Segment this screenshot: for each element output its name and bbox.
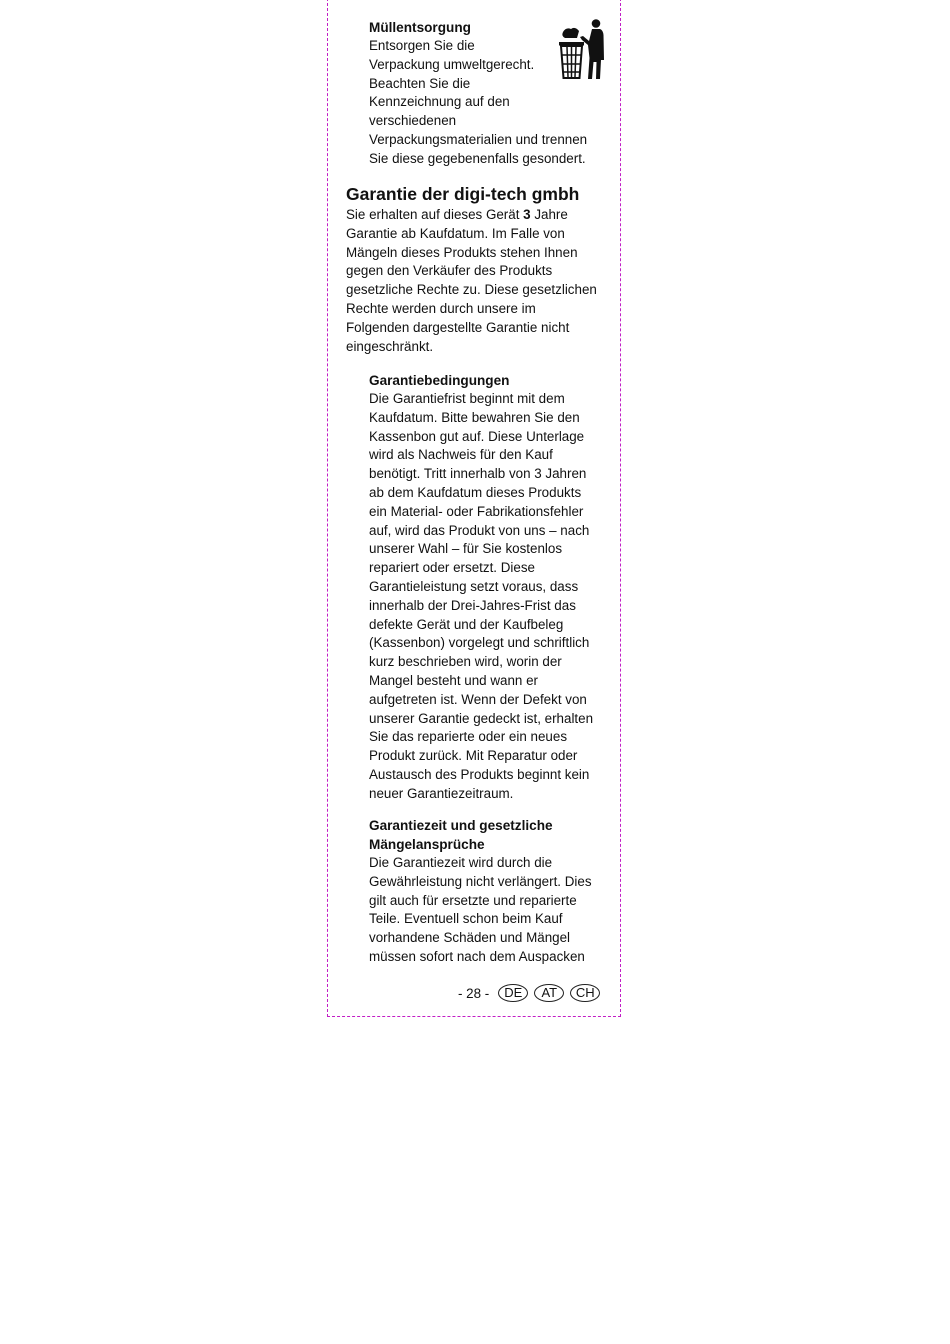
text-line: ein Material- oder Fabrikationsfehler <box>369 503 584 519</box>
warranty-conditions-text <box>369 390 593 804</box>
country-badge-de: DE <box>498 984 528 1002</box>
warranty-period-text <box>369 854 592 967</box>
waste-disposal-text <box>369 37 587 169</box>
warranty-period-title <box>369 816 592 854</box>
text-line: Garantieleistung setzt voraus, dass <box>369 578 579 594</box>
text-line: Kaufdatum. Bitte bewahren Sie den <box>369 409 580 425</box>
text-line: Verpackung umweltgerecht. <box>369 56 535 72</box>
text-line: Garantie ab Kaufdatum. Im Falle von <box>346 225 565 241</box>
text-line: (Kassenbon) vorgelegt und schriftlich <box>369 635 590 651</box>
text-line: innerhalb der Drei-Jahres-Frist das <box>369 597 576 613</box>
text-line: defekte Gerät und der Kaufbeleg <box>369 616 564 632</box>
text-line: Verpackungsmaterialien und trennen <box>369 131 588 147</box>
text-line: Produkt zurück. Mit Reparatur oder <box>369 748 578 764</box>
warranty-period-section <box>369 816 592 967</box>
text-line: Folgenden dargestellte Garantie nicht <box>346 319 570 335</box>
country-badge-at: AT <box>534 984 564 1002</box>
text-line: unserer Wahl – für Sie kostenlos <box>369 541 563 557</box>
text-line: repariert oder ersetzt. Diese <box>369 560 535 576</box>
text-line: Kennzeichnung auf den <box>369 94 510 110</box>
text-line: Rechte werden durch unsere im <box>346 300 536 316</box>
text-line: auf, wird das Produkt von uns – nach <box>369 522 590 538</box>
text-line: Sie das reparierte oder ein neues <box>369 729 568 745</box>
manual-page <box>327 0 621 1017</box>
text-line: Die Garantiefrist beginnt mit dem <box>369 391 565 406</box>
text-line: Beachten Sie die <box>369 75 471 91</box>
text-line: müssen sofort nach dem Auspacken <box>369 948 585 964</box>
text-line: verschiedenen <box>369 113 457 129</box>
warranty-heading: Garantie der digi-tech gmbh <box>346 184 580 204</box>
text-line: gilt auch für ersetzte und reparierte <box>369 892 577 908</box>
country-badge-ch: CH <box>570 984 600 1002</box>
text-line: Kassenbon gut auf. Diese Unterlage <box>369 428 585 444</box>
warranty-conditions-section <box>369 371 593 804</box>
text-line: aufgetreten ist. Wenn der Defekt von <box>369 691 587 707</box>
text-line: eingeschränkt. <box>346 338 434 354</box>
intro-suffix: Jahre <box>530 207 568 222</box>
text-line: Teile. Eventuell schon beim Kauf <box>369 911 563 927</box>
text-line: gesetzliche Rechte zu. Diese gesetzlichen <box>346 282 597 298</box>
intro-prefix: Sie erhalten auf dieses Gerät <box>346 207 524 222</box>
text-line: Gewährleistung nicht verlängert. Dies <box>369 873 592 889</box>
text-line: vorhandene Schäden und Mängel <box>369 930 571 946</box>
text-line: Die Garantiezeit wird durch die <box>369 855 553 870</box>
text-line: wird als Nachweis für den Kauf <box>369 447 553 463</box>
text-line: Entsorgen Sie die <box>369 38 475 53</box>
text-line: Sie diese gegebenenfalls gesondert. <box>369 150 586 166</box>
page-footer <box>458 983 606 1003</box>
warranty-years: 3 <box>523 207 531 222</box>
warranty-intro <box>346 206 597 356</box>
title-line: Garantiezeit und gesetzliche <box>369 818 553 833</box>
waste-bin-disposal-icon <box>558 18 606 80</box>
text-line: Mangel besteht und wann er <box>369 672 538 688</box>
text-line: benötigt. Tritt innerhalb von 3 Jahren <box>369 466 587 482</box>
title-line: Mängelansprüche <box>369 837 485 852</box>
waste-disposal-section <box>369 18 587 169</box>
text-line: kurz beschrieben wird, worin der <box>369 654 562 670</box>
text-line: ab dem Kaufdatum dieses Produkts <box>369 484 582 500</box>
warranty-conditions-title: Garantiebedingungen <box>369 373 510 388</box>
text-line: neuer Garantiezeitraum. <box>369 785 514 801</box>
text-line: gegen den Verkäufer des Produkts <box>346 263 553 279</box>
page-number: - 28 - <box>458 985 490 1001</box>
waste-disposal-title: Müllentsorgung <box>369 20 471 35</box>
text-line: Austausch des Produkts beginnt kein <box>369 766 590 782</box>
text-line: unserer Garantie gedeckt ist, erhalten <box>369 710 594 726</box>
text-line: Mängeln dieses Produkts stehen Ihnen <box>346 244 578 260</box>
text-line <box>346 206 597 225</box>
